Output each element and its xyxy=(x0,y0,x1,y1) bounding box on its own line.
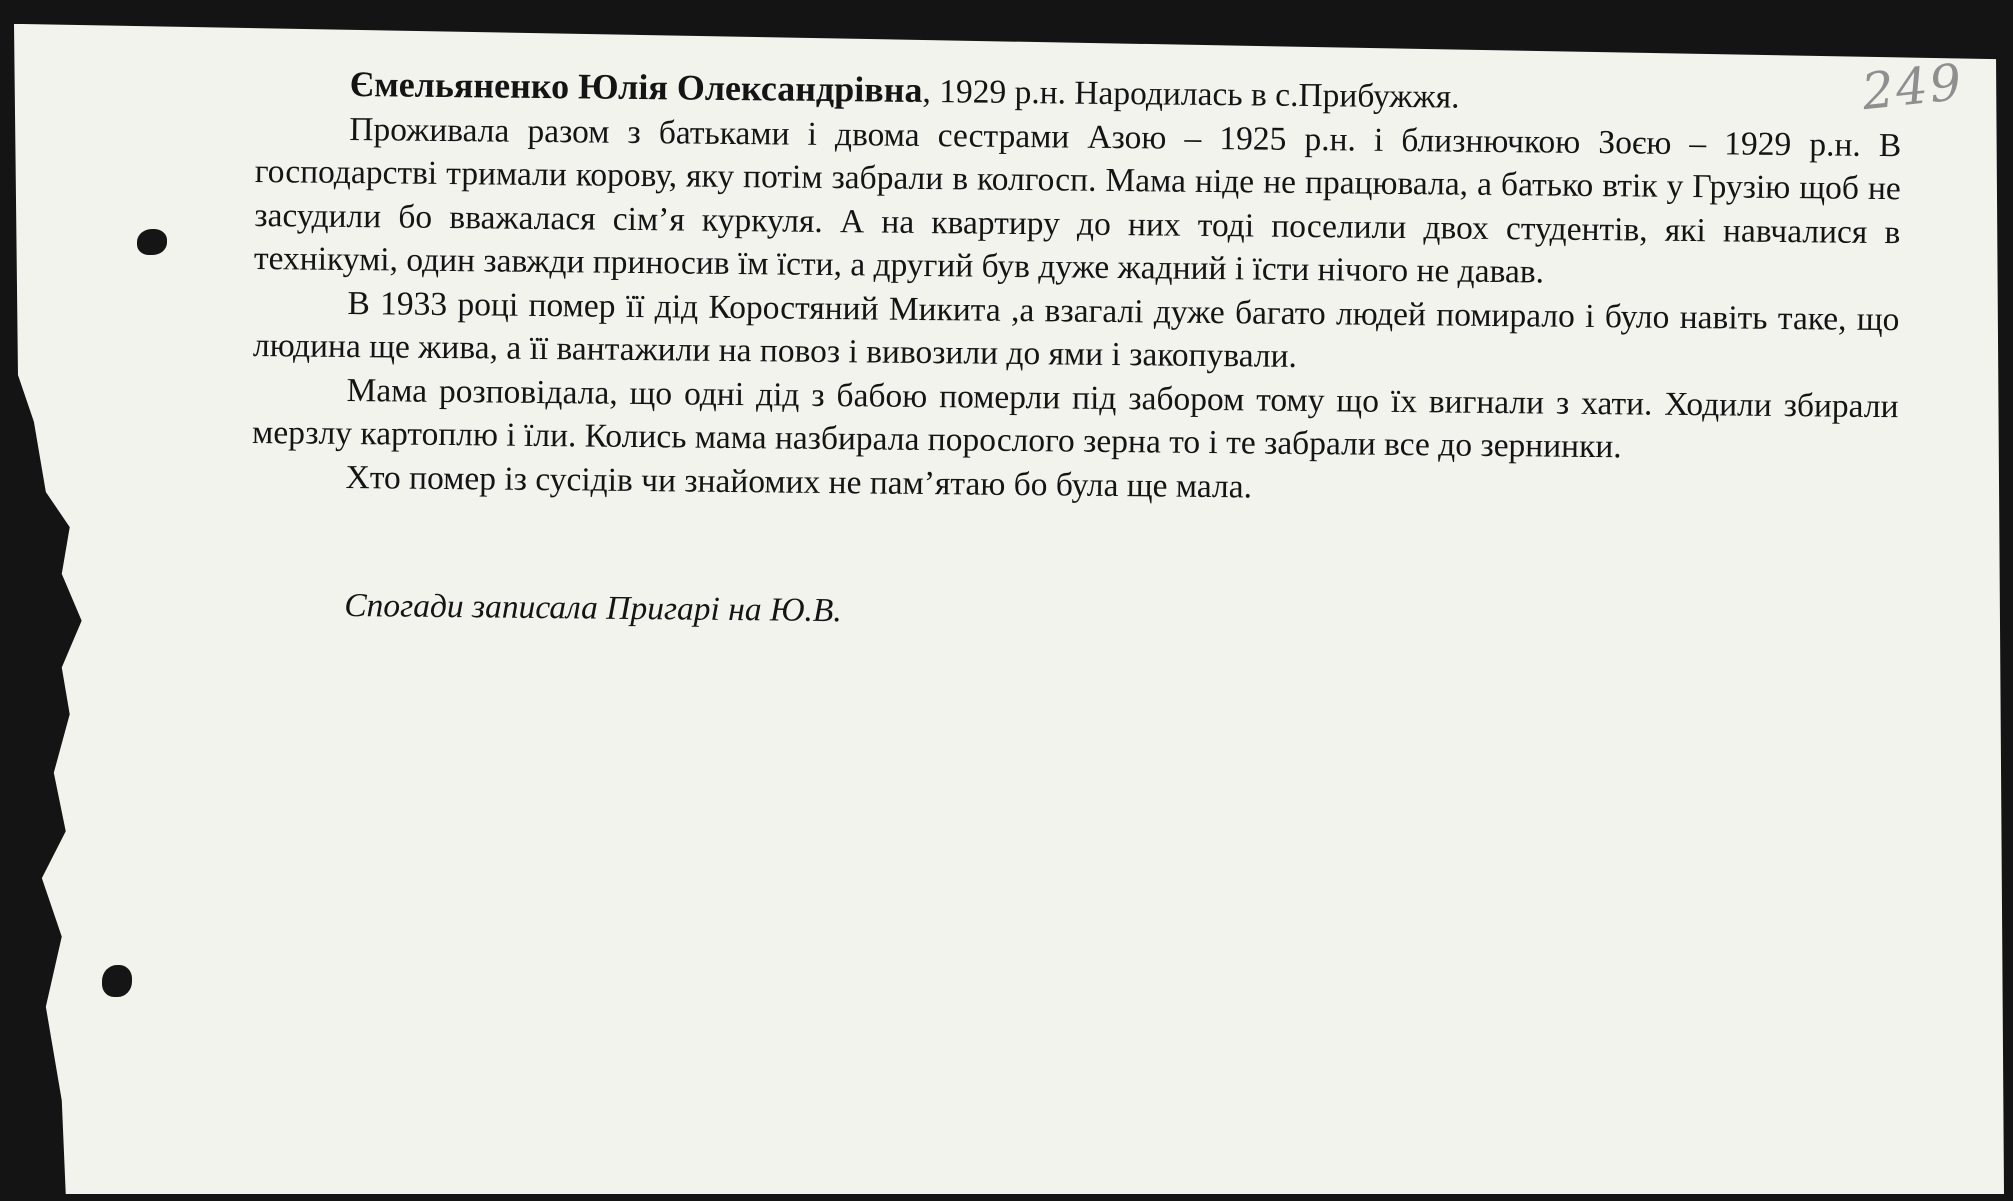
punch-hole-top xyxy=(137,229,167,255)
paragraph-mother-story: Мама розповідала, що одні дід з бабою померли під забором тому що їх вигнали з хати. Ходили збирали мерзлу картоплю і їли. Колись мама назбирала порослого зерна то і те забрали все до зернинки. xyxy=(251,371,1899,466)
paragraph-neighbors: Хто помер із сусідів чи знайомих не пам’ятаю бо була ще мала. xyxy=(345,458,1253,505)
heading-details: , 1929 р.н. Народилась в с.Прибужжя. xyxy=(922,72,1460,116)
paragraph-1933: В 1933 році помер її дід Коростяний Микита ,а взагалі дуже багато людей помирало і було навіть таке, що людина ще жива, а її вантажили на повоз і вивозили до ями і закопували. xyxy=(252,284,1900,375)
recorder-signature: Спогади записала Пригарі на Ю.В. xyxy=(344,586,842,630)
paragraph-family: Проживала разом з батьками і двома сестрами Азою – 1925 р.н. і близнючкою Зоєю – 1929 р.н. В господарстві тримали корову, яку потім забрали в колгосп. Мама ніде не працювала, а батько втік у Грузію щоб не засудили бо вважалася сім’я куркуля. А на квартиру до них тоді поселили двох студентів, які навчалися в технікумі, один завжди приносив їм їсти, а другий був дуже жадний і їсти нічого не давав. xyxy=(253,110,1902,291)
document-body xyxy=(250,62,1902,644)
punch-hole-bottom xyxy=(102,965,132,997)
person-name: Ємельяненко Юлія Олександрівна xyxy=(349,63,923,110)
handwritten-folio-number: 249 xyxy=(1859,52,1967,122)
